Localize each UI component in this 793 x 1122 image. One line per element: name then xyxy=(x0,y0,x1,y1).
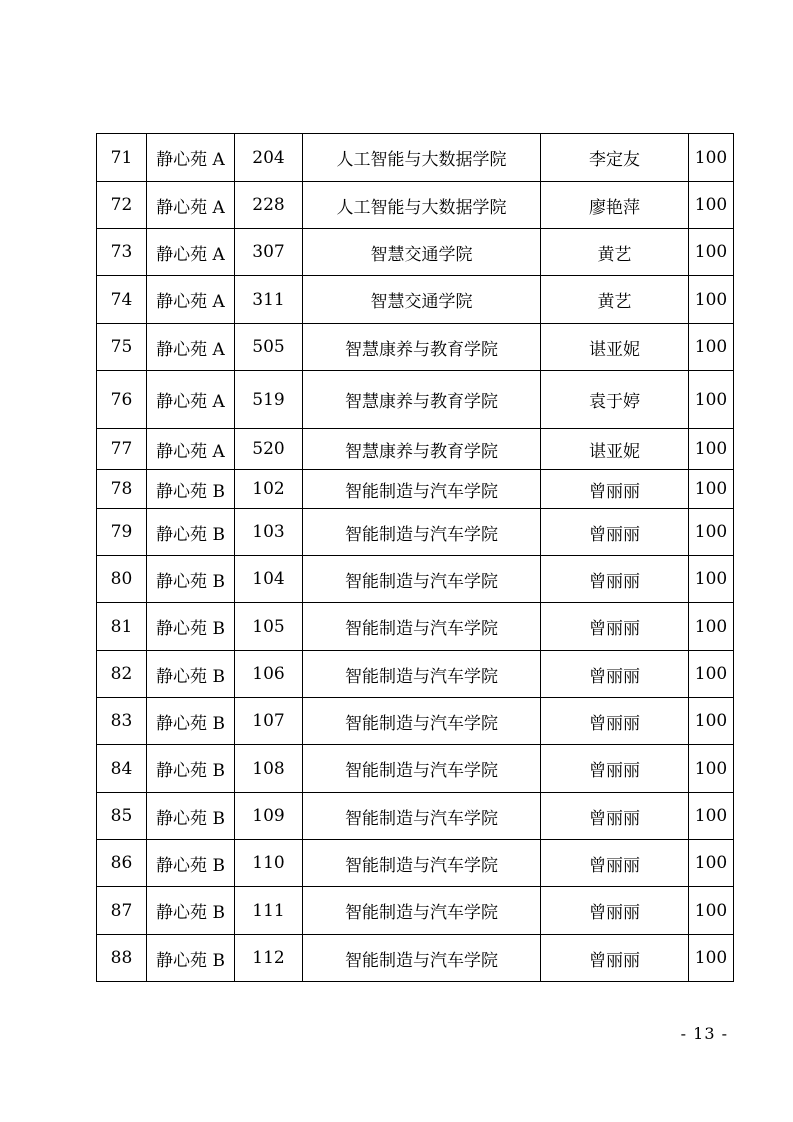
table-row xyxy=(97,698,734,745)
score-value: 100 xyxy=(689,371,734,429)
table-row xyxy=(97,556,734,603)
building-name: 静心苑 B xyxy=(147,509,235,556)
row-number: 71 xyxy=(97,134,147,182)
row-number: 73 xyxy=(97,229,147,276)
building-name: 静心苑 B xyxy=(147,887,235,935)
person-name: 曾丽丽 xyxy=(541,698,689,745)
table-row xyxy=(97,603,734,651)
person-name: 袁于婷 xyxy=(541,371,689,429)
score-value: 100 xyxy=(689,556,734,603)
college-name: 智慧康养与教育学院 xyxy=(303,371,541,429)
row-number: 81 xyxy=(97,603,147,651)
person-name: 廖艳萍 xyxy=(541,182,689,229)
college-name: 智能制造与汽车学院 xyxy=(303,698,541,745)
row-number: 79 xyxy=(97,509,147,556)
college-name: 智能制造与汽车学院 xyxy=(303,935,541,982)
person-name: 李定友 xyxy=(541,134,689,182)
row-number: 75 xyxy=(97,324,147,371)
person-name: 谌亚妮 xyxy=(541,324,689,371)
room-number: 519 xyxy=(235,371,303,429)
college-name: 智能制造与汽车学院 xyxy=(303,509,541,556)
person-name: 曾丽丽 xyxy=(541,509,689,556)
college-name: 智能制造与汽车学院 xyxy=(303,840,541,887)
row-number: 84 xyxy=(97,745,147,793)
person-name: 曾丽丽 xyxy=(541,840,689,887)
row-number: 82 xyxy=(97,651,147,698)
building-name: 静心苑 A xyxy=(147,429,235,470)
college-name: 智能制造与汽车学院 xyxy=(303,887,541,935)
row-number: 76 xyxy=(97,371,147,429)
college-name: 智能制造与汽车学院 xyxy=(303,556,541,603)
room-number: 108 xyxy=(235,745,303,793)
table-row xyxy=(97,887,734,935)
person-name: 黄艺 xyxy=(541,229,689,276)
score-value: 100 xyxy=(689,470,734,509)
person-name: 曾丽丽 xyxy=(541,651,689,698)
building-name: 静心苑 B xyxy=(147,935,235,982)
college-name: 人工智能与大数据学院 xyxy=(303,134,541,182)
person-name: 曾丽丽 xyxy=(541,887,689,935)
table-row xyxy=(97,182,734,229)
room-number: 505 xyxy=(235,324,303,371)
table-row xyxy=(97,651,734,698)
room-number: 107 xyxy=(235,698,303,745)
score-value: 100 xyxy=(689,134,734,182)
building-name: 静心苑 A xyxy=(147,134,235,182)
table-row xyxy=(97,509,734,556)
building-name: 静心苑 B xyxy=(147,651,235,698)
score-value: 100 xyxy=(689,276,734,324)
building-name: 静心苑 B xyxy=(147,745,235,793)
table-body xyxy=(97,134,734,982)
person-name: 曾丽丽 xyxy=(541,603,689,651)
person-name: 曾丽丽 xyxy=(541,470,689,509)
row-number: 72 xyxy=(97,182,147,229)
building-name: 静心苑 B xyxy=(147,698,235,745)
row-number: 85 xyxy=(97,793,147,840)
person-name: 曾丽丽 xyxy=(541,935,689,982)
row-number: 74 xyxy=(97,276,147,324)
room-number: 109 xyxy=(235,793,303,840)
building-name: 静心苑 B xyxy=(147,840,235,887)
college-name: 智慧交通学院 xyxy=(303,276,541,324)
room-number: 104 xyxy=(235,556,303,603)
table-row xyxy=(97,745,734,793)
building-name: 静心苑 B xyxy=(147,603,235,651)
college-name: 智能制造与汽车学院 xyxy=(303,603,541,651)
score-value: 100 xyxy=(689,745,734,793)
score-value: 100 xyxy=(689,935,734,982)
college-name: 智能制造与汽车学院 xyxy=(303,745,541,793)
score-value: 100 xyxy=(689,887,734,935)
score-value: 100 xyxy=(689,698,734,745)
score-value: 100 xyxy=(689,793,734,840)
room-number: 111 xyxy=(235,887,303,935)
table-row xyxy=(97,324,734,371)
building-name: 静心苑 A xyxy=(147,229,235,276)
building-name: 静心苑 A xyxy=(147,182,235,229)
row-number: 83 xyxy=(97,698,147,745)
table-row xyxy=(97,793,734,840)
person-name: 黄艺 xyxy=(541,276,689,324)
building-name: 静心苑 B xyxy=(147,470,235,509)
row-number: 77 xyxy=(97,429,147,470)
person-name: 曾丽丽 xyxy=(541,745,689,793)
room-number: 102 xyxy=(235,470,303,509)
score-value: 100 xyxy=(689,603,734,651)
table-row xyxy=(97,134,734,182)
row-number: 80 xyxy=(97,556,147,603)
table-row xyxy=(97,935,734,982)
college-name: 智慧交通学院 xyxy=(303,229,541,276)
college-name: 人工智能与大数据学院 xyxy=(303,182,541,229)
table-row xyxy=(97,470,734,509)
page-number: - 13 - xyxy=(680,1024,728,1043)
table-row xyxy=(97,840,734,887)
room-number: 228 xyxy=(235,182,303,229)
row-number: 88 xyxy=(97,935,147,982)
row-number: 78 xyxy=(97,470,147,509)
room-number: 204 xyxy=(235,134,303,182)
dormitory-score-table xyxy=(96,133,734,982)
table-row xyxy=(97,276,734,324)
row-number: 86 xyxy=(97,840,147,887)
score-value: 100 xyxy=(689,840,734,887)
score-value: 100 xyxy=(689,651,734,698)
person-name: 曾丽丽 xyxy=(541,556,689,603)
college-name: 智能制造与汽车学院 xyxy=(303,651,541,698)
college-name: 智能制造与汽车学院 xyxy=(303,793,541,840)
building-name: 静心苑 B xyxy=(147,793,235,840)
college-name: 智慧康养与教育学院 xyxy=(303,429,541,470)
room-number: 103 xyxy=(235,509,303,556)
score-value: 100 xyxy=(689,182,734,229)
room-number: 110 xyxy=(235,840,303,887)
score-value: 100 xyxy=(689,509,734,556)
college-name: 智能制造与汽车学院 xyxy=(303,470,541,509)
room-number: 106 xyxy=(235,651,303,698)
table-row xyxy=(97,229,734,276)
score-value: 100 xyxy=(689,229,734,276)
room-number: 105 xyxy=(235,603,303,651)
room-number: 112 xyxy=(235,935,303,982)
building-name: 静心苑 B xyxy=(147,556,235,603)
table-row xyxy=(97,429,734,470)
room-number: 520 xyxy=(235,429,303,470)
building-name: 静心苑 A xyxy=(147,324,235,371)
person-name: 谌亚妮 xyxy=(541,429,689,470)
score-value: 100 xyxy=(689,324,734,371)
college-name: 智慧康养与教育学院 xyxy=(303,324,541,371)
room-number: 311 xyxy=(235,276,303,324)
table-row xyxy=(97,371,734,429)
person-name: 曾丽丽 xyxy=(541,793,689,840)
row-number: 87 xyxy=(97,887,147,935)
score-value: 100 xyxy=(689,429,734,470)
building-name: 静心苑 A xyxy=(147,371,235,429)
building-name: 静心苑 A xyxy=(147,276,235,324)
room-number: 307 xyxy=(235,229,303,276)
